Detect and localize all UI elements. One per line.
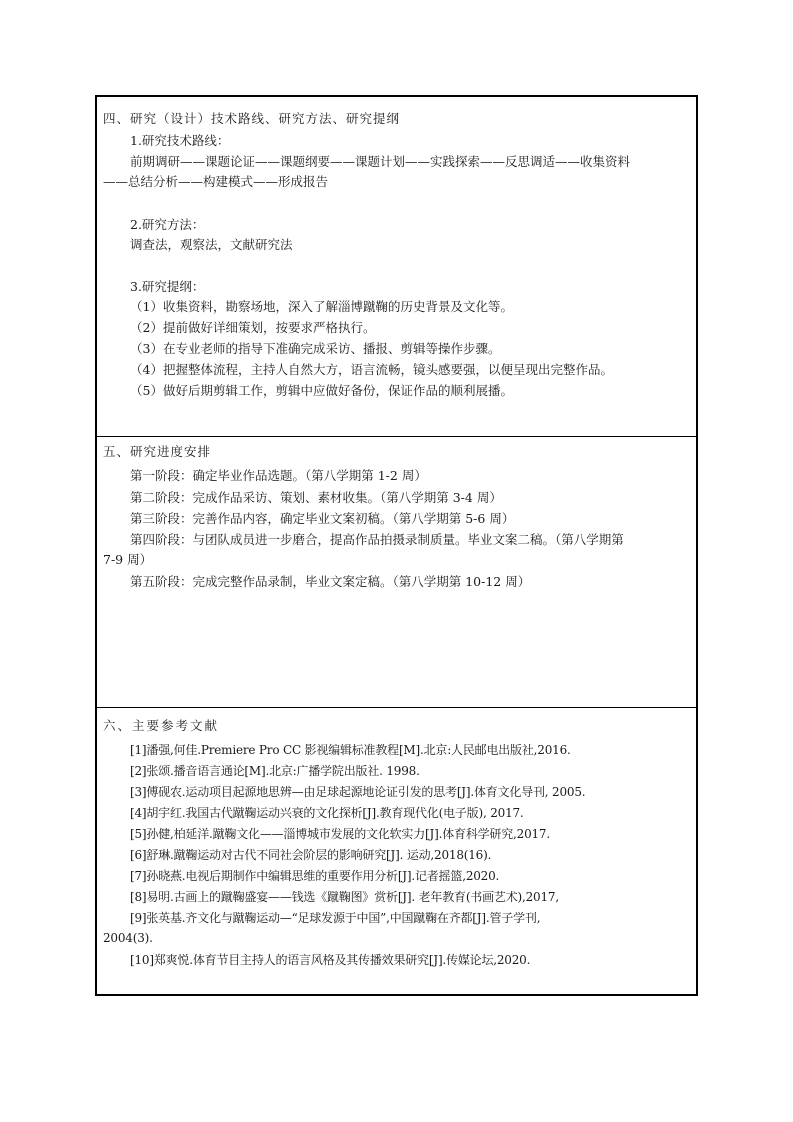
reference-item: [9]张英基.齐文化与蹴鞠运动—“足球发源于中国”,中国蹴鞠在齐都[J].管子学刊, xyxy=(130,911,541,925)
section-4-cell xyxy=(97,97,696,436)
stage-line: 第三阶段：完善作品内容，确定毕业文案初稿。（第八学期第 5-6 周） xyxy=(130,511,515,526)
stage-line: 第五阶段：完成完整作品录制，毕业文案定稿。（第八学期第 10-12 周） xyxy=(130,574,531,589)
stage-line: 第四阶段：与团队成员进一步磨合，提高作品拍摄录制质量。毕业文案二稿。（第八学期第 xyxy=(130,532,624,547)
route-line-1: 前期调研——课题论证——课题纲要——课题计划——实践探索——反思调适——收集资料 xyxy=(130,154,631,169)
stage-line-continued: 7-9 周） xyxy=(103,552,153,567)
outline-item: （2）提前做好详细策划，按要求严格执行。 xyxy=(130,320,376,335)
outline-title: 3.研究提纲： xyxy=(130,279,205,294)
route-line-2: ——总结分析——构建模式——形成报告 xyxy=(103,174,329,189)
section-6-heading: 六、主要参考文献 xyxy=(103,718,220,733)
section-5-cell xyxy=(97,436,696,707)
reference-item: [5]孙健,柏延洋.蹴鞠文化——淄博城市发展的文化软实力[J].体育科学研究,2017. xyxy=(130,827,550,841)
proposal-table xyxy=(95,95,698,996)
outline-item: （1）收集资料，勘察场地，深入了解淄博蹴鞠的历史背景及文化等。 xyxy=(130,299,513,314)
method-title: 2.研究方法： xyxy=(130,217,205,232)
method-text: 调查法，观察法，文献研究法 xyxy=(130,237,293,252)
reference-item: [10]郑爽悦.体育节目主持人的语言风格及其传播效果研究[J].传媒论坛,2020. xyxy=(130,953,531,967)
section-4-heading: 四、研究（设计）技术路线、研究方法、研究提纲 xyxy=(103,111,401,126)
section-5-heading: 五、研究进度安排 xyxy=(103,444,212,459)
route-title: 1.研究技术路线： xyxy=(130,133,230,148)
reference-item: [1]潘强,何佳.Premiere Pro CC 影视编辑标准教程[M].北京:人民邮电出版社,2016. xyxy=(130,743,571,757)
reference-item: [6]舒琳.蹴鞠运动对古代不同社会阶层的影响研究[J]. 运动,2018(16). xyxy=(130,848,492,862)
reference-item-continued: 2004(3). xyxy=(103,931,153,945)
reference-item: [3]傅砚农.运动项目起源地思辨—由足球起源地论证引发的思考[J].体育文化导刊, 2005. xyxy=(130,785,586,799)
stage-line: 第一阶段：确定毕业作品选题。（第八学期第 1-2 周） xyxy=(130,468,427,483)
reference-item: [4]胡宇红.我国古代蹴鞠运动兴衰的文化探析[J].教育现代化(电子版), 2017. xyxy=(130,806,524,820)
reference-item: [2]张颂.播音语言通论[M].北京:广播学院出版社. 1998. xyxy=(130,764,420,778)
reference-item: [8]易明.古画上的蹴鞠盛宴——钱选《蹴鞠图》赏析[J]. 老年教育(书画艺术),2017, xyxy=(130,890,559,904)
section-6-cell xyxy=(97,707,696,996)
outline-item: （4）把握整体流程，主持人自然大方，语言流畅，镜头感要强，以便呈现出完整作品。 xyxy=(130,362,613,377)
reference-item: [7]孙晓燕.电视后期制作中编辑思维的重要作用分析[J].记者摇篮,2020. xyxy=(130,869,500,883)
outline-item: （3）在专业老师的指导下准确完成采访、播报、剪辑等操作步骤。 xyxy=(130,341,501,356)
outline-item: （5）做好后期剪辑工作，剪辑中应做好备份，保证作品的顺利展播。 xyxy=(130,383,513,398)
stage-line: 第二阶段：完成作品采访、策划、素材收集。（第八学期第 3-4 周） xyxy=(130,490,502,505)
